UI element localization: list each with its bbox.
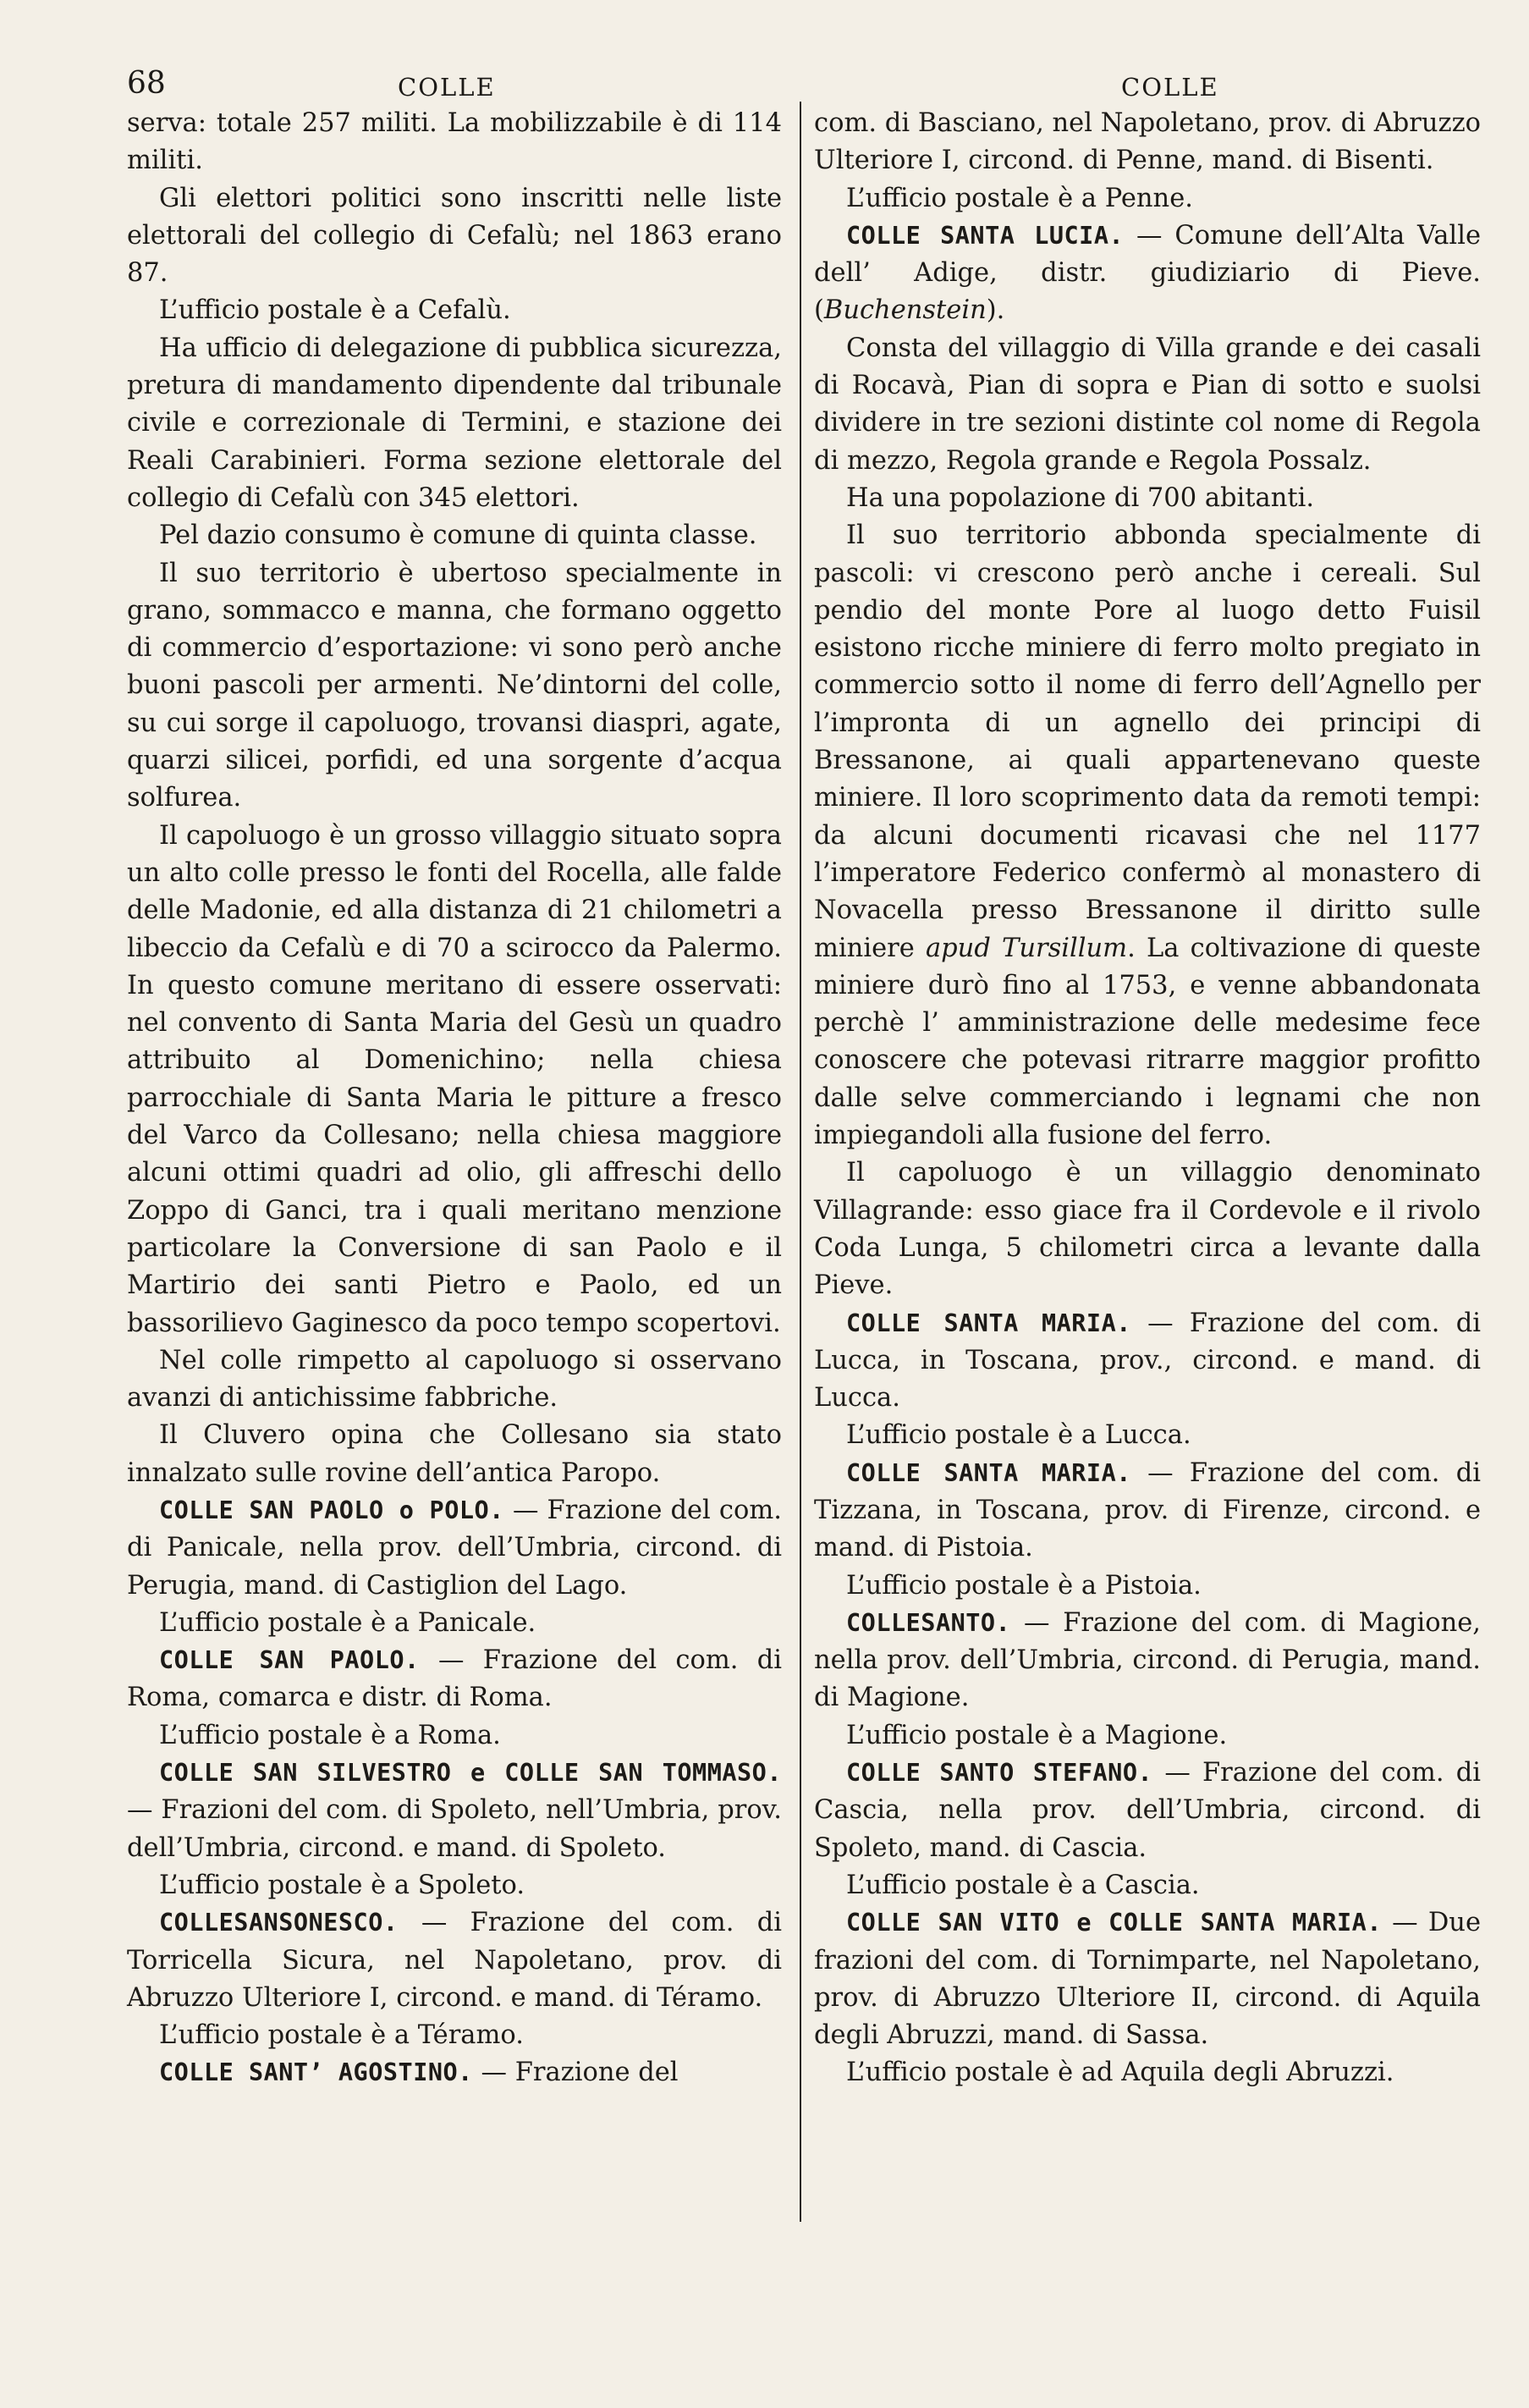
gazetteer-entry xyxy=(814,1305,1481,1418)
paragraph-text: com. di Basciano, nel Napoletano, prov. di Abruzzo Ulteriore I, circond. di Penne, mand. di Bisenti. xyxy=(814,108,1481,176)
paragraph xyxy=(814,1417,1481,1454)
gazetteer-entry xyxy=(814,1755,1481,1867)
paragraph xyxy=(127,1342,782,1418)
italic-text: Buchenstein xyxy=(823,295,987,326)
gazetteer-entry xyxy=(127,1904,782,2017)
paragraph xyxy=(127,1867,782,1904)
paragraph-text: — Frazione del com. di Panicale, nella prov. dell’Umbria, circond. di Perugia, mand. di Castiglion del Lago. xyxy=(127,1495,782,1601)
column-divider xyxy=(800,102,801,2222)
paragraph-text: Ha ufficio di delegazione di pubblica sicurezza, pretura di mandamento dipendente dal tribunale civile e correzionale di Termini, e stazione dei Reali Carabinieri. Forma sezione elettorale del collegio di Cefalù con 345 elettori. xyxy=(127,333,782,513)
paragraph xyxy=(127,818,782,1342)
paragraph-text: — Comune dell’Alta Valle dell’ Adige, distr. giudiziario di Pieve. ( xyxy=(814,220,1481,326)
paragraph-text: — Frazione del com. di Magione, nella prov. dell’Umbria, circond. di Perugia, mand. di Magione. xyxy=(814,1607,1481,1713)
paragraph-text: — Frazione del com. di Tizzana, in Toscana, prov. di Firenze, circond. e mand. di Pistoia. xyxy=(814,1457,1481,1563)
paragraph xyxy=(814,105,1481,180)
paragraph xyxy=(814,1568,1481,1605)
paragraph xyxy=(127,1417,782,1492)
paragraph-text: L’ufficio postale è a Magione. xyxy=(846,1720,1228,1750)
paragraph xyxy=(127,330,782,517)
paragraph-text: L’ufficio postale è a Cascia. xyxy=(846,1870,1200,1900)
paragraph xyxy=(127,555,782,818)
paragraph-text: Pel dazio consumo è comune di quinta classe. xyxy=(159,521,757,551)
entry-heading: COLLE SAN SILVESTRO e COLLE SAN TOMMASO. xyxy=(159,1759,782,1788)
right-column xyxy=(814,105,1481,2092)
italic-text: apud Tursillum xyxy=(925,933,1128,963)
left-running-head: COLLE xyxy=(398,73,496,102)
gazetteer-entry xyxy=(127,1755,782,1867)
paragraph-text: Consta del villaggio di Villa grande e dei casali di Rocavà, Pian di sopra e Pian di sotto e suolsi dividere in tre sezioni distinte col nome di Regola di mezzo, Regola grande e Regola Possalz. xyxy=(814,333,1481,476)
entry-heading: COLLE SANTA LUCIA. xyxy=(846,221,1125,250)
gazetteer-entry xyxy=(127,2054,782,2091)
right-running-head: COLLE xyxy=(1121,73,1219,102)
paragraph xyxy=(127,1717,782,1755)
paragraph-text: Nel colle rimpetto al capoluogo si osservano avanzi di antichissime fabbriche. xyxy=(127,1345,782,1413)
paragraph-text: Il Cluvero opina che Collesano sia stato innalzato sulle rovine dell’antica Paropo. xyxy=(127,1420,782,1488)
paragraph xyxy=(814,480,1481,517)
paragraph xyxy=(814,2054,1481,2091)
paragraph-text: L’ufficio postale è a Spoleto. xyxy=(159,1870,525,1900)
entry-heading: COLLE SANTA MARIA. xyxy=(846,1309,1131,1337)
paragraph-text: Ha una popolazione di 700 abitanti. xyxy=(846,482,1315,513)
paragraph-text: — Due frazioni del com. di Tornimparte, nel Napoletano, prov. di Abruzzo Ulteriore II, circond. di Aquila degli Abruzzi, mand. di Sassa. xyxy=(814,1908,1481,2051)
paragraph-text: L’ufficio postale è a Roma. xyxy=(159,1720,501,1750)
paragraph xyxy=(127,2017,782,2054)
paragraph-text: L’ufficio postale è a Pistoia. xyxy=(846,1570,1202,1601)
paragraph-text: L’ufficio postale è a Panicale. xyxy=(159,1607,536,1638)
paragraph-text: — Frazione del com. di Lucca, in Toscana, prov., circond. e mand. di Lucca. xyxy=(814,1308,1481,1413)
paragraph-text: — Frazioni del com. di Spoleto, nell’Umbria, prov. dell’Umbria, circond. e mand. di Spoleto. xyxy=(127,1795,782,1863)
paragraph xyxy=(814,180,1481,218)
paragraph-text: L’ufficio postale è a Téramo. xyxy=(159,2020,524,2051)
paragraph xyxy=(127,1605,782,1642)
paragraph-text: serva: totale 257 militi. La mobilizzabile è di 114 militi. xyxy=(127,108,782,176)
paragraph xyxy=(814,517,1481,1154)
paragraph-text: Il capoluogo è un villaggio denominato Villagrande: esso giace fra il Cordevole e il rivolo Coda Lunga, 5 chilometri circa a levante dalla Pieve. xyxy=(814,1158,1481,1301)
paragraph-text: Gli elettori politici sono inscritti nelle liste elettorali del collegio di Cefalù; nel 1863 erano 87. xyxy=(127,183,782,289)
paragraph-text: Il capoluogo è un grosso villaggio situato sopra un alto colle presso le fonti del Rocella, alle falde delle Madonie, ed alla distanza di 21 chilometri a libeccio da Cefalù e di 70 a scirocco da Palermo. In questo comune meritano di essere osservati: nel convento di Santa Maria del Gesù un quadro attribuito al Domenichino; nella chiesa parrocchiale di Santa Maria le pitture a fresco del Varco da Collesano; nella chiesa maggiore alcuni ottimi quadri ad olio, gli affreschi dello Zoppo di Ganci, tra i quali meritano menzione particolare la Conversione di san Paolo e il Martirio dei santi Pietro e Paolo, ed un bassorilievo Gaginesco da poco tempo scopertovi. xyxy=(127,820,782,1338)
paragraph xyxy=(814,1717,1481,1755)
paragraph xyxy=(127,105,782,180)
paragraph-text: — Frazione del com. di Roma, comarca e distr. di Roma. xyxy=(127,1645,782,1713)
entry-heading: COLLE SANT’ AGOSTINO. xyxy=(159,2058,473,2087)
paragraph-text: Il suo territorio abbonda specialmente di pascoli: vi crescono però anche i cereali. Sul pendio del monte Pore al luogo detto Fuisil esistono ricche miniere di ferro molto pregiato in commercio sotto il nome di ferro dell’Agnello per l’impronta di un agnello dei principi di Bressanone, ai quali appartenevano queste miniere. Il loro scoprimento data da remoti tempi: da alcuni documenti ricavasi che nel 1177 l’imperatore Federico confermò al monastero di Novacella presso Bressanone il diritto sulle miniere xyxy=(814,521,1481,963)
paragraph xyxy=(814,330,1481,480)
entry-heading: COLLE SAN VITO e COLLE SANTA MARIA. xyxy=(846,1909,1382,1937)
paragraph xyxy=(814,1154,1481,1304)
entry-heading: COLLESANTO. xyxy=(846,1608,1011,1637)
paragraph-tail: ). xyxy=(986,295,1005,326)
entry-heading: COLLESANSONESCO. xyxy=(159,1909,399,1937)
gazetteer-entry xyxy=(127,1492,782,1605)
entry-heading: COLLE SAN PAOLO o POLO. xyxy=(159,1496,504,1524)
entry-heading: COLLE SANTO STEFANO. xyxy=(846,1759,1153,1788)
paragraph-text: L’ufficio postale è a Cefalù. xyxy=(159,295,511,326)
page-number: 68 xyxy=(127,66,166,101)
gazetteer-entry xyxy=(814,1455,1481,1568)
gazetteer-entry xyxy=(127,1642,782,1717)
paragraph-text: — Frazione del com. di Torricella Sicura, nel Napoletano, prov. di Abruzzo Ulteriore I, circond. e mand. di Téramo. xyxy=(127,1908,782,2013)
paragraph-tail: . La coltivazione di queste miniere durò fino al 1753, e venne abbandonata perchè l’ amministrazione delle medesime fece conoscere che potevasi ritrarre maggior profitto dalle selve commerciando i legnami che non impiegandoli alla fusione del ferro. xyxy=(814,933,1482,1151)
paragraph-text: Il suo territorio è ubertoso specialmente in grano, sommacco e manna, che formano oggetto di commercio d’esportazione: vi sono però anche buoni pascoli per armenti. Ne’dintorni del colle, su cui sorge il capoluogo, trovansi diaspri, agate, quarzi silicei, porfidi, ed una sorgente d’acqua solfurea. xyxy=(127,558,782,813)
paragraph xyxy=(814,1867,1481,1904)
left-column xyxy=(127,105,782,2092)
gazetteer-entry xyxy=(814,218,1481,330)
paragraph xyxy=(127,180,782,293)
paragraph-text: — Frazione del com. di Cascia, nella prov. dell’Umbria, circond. di Spoleto, mand. di Cascia. xyxy=(814,1758,1482,1863)
entry-heading: COLLE SAN PAOLO. xyxy=(159,1646,420,1675)
paragraph-text: L’ufficio postale è ad Aquila degli Abruzzi. xyxy=(846,2058,1394,2088)
paragraph-text: L’ufficio postale è a Penne. xyxy=(846,183,1193,213)
paragraph xyxy=(127,517,782,554)
paragraph-text: — Frazione del xyxy=(472,2058,679,2088)
gazetteer-entry xyxy=(814,1605,1481,1717)
entry-heading: COLLE SANTA MARIA. xyxy=(846,1458,1131,1487)
gazetteer-entry xyxy=(814,1904,1481,2054)
paragraph xyxy=(127,292,782,329)
paragraph-text: L’ufficio postale è a Lucca. xyxy=(846,1420,1191,1451)
page-header xyxy=(0,66,1529,108)
